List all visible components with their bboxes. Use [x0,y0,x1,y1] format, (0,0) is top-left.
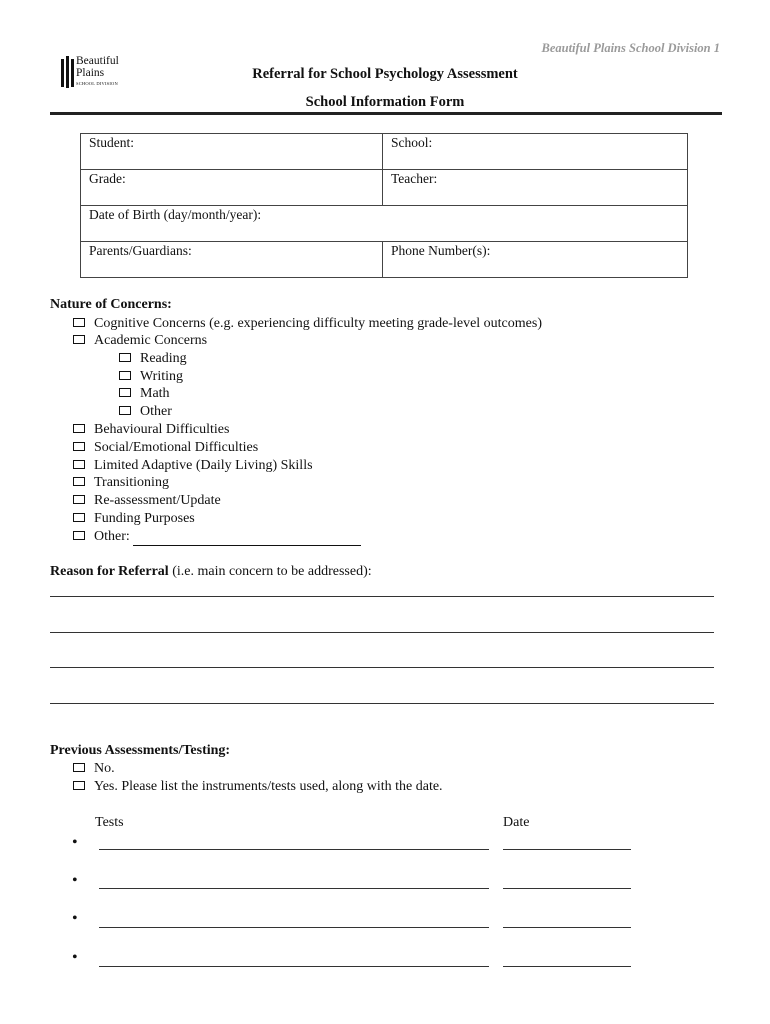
checkbox-icon[interactable] [73,531,85,540]
header-rule [50,112,722,115]
test-entry-field[interactable] [99,966,489,967]
checkbox-icon[interactable] [73,424,85,433]
bullet-icon: • [72,949,78,966]
phone-field[interactable] [383,242,688,278]
school-field[interactable] [383,134,688,170]
checkbox-icon[interactable] [73,495,85,504]
concern-item[interactable]: Behavioural Difficulties [73,421,229,439]
dob-label: Date of Birth (day/month/year): [89,207,262,222]
concern-item[interactable]: Cognitive Concerns (e.g. experiencing difficulty meeting grade-level outcomes) [73,315,542,333]
grade-label: Grade: [89,171,126,186]
test-entry-field[interactable] [99,888,489,889]
checkbox-icon[interactable] [119,371,131,380]
bullet-icon: • [72,872,78,889]
student-field[interactable] [81,134,383,170]
division-header-label: Beautiful Plains School Division 1 [541,41,720,55]
checkbox-icon[interactable] [73,477,85,486]
referral-line[interactable] [50,596,714,597]
phone-label: Phone Number(s): [391,243,491,258]
concern-item[interactable]: Funding Purposes [73,510,195,528]
checkbox-icon[interactable] [73,763,85,772]
concern-item[interactable]: Re-assessment/Update [73,492,221,510]
date-column-label: Date [503,815,530,830]
bullet-icon: • [72,910,78,927]
checkbox-icon[interactable] [73,442,85,451]
teacher-label: Teacher: [391,171,438,186]
date-entry-field[interactable] [503,849,631,850]
checkbox-icon[interactable] [119,406,131,415]
grade-field[interactable] [81,170,383,206]
form-subtitle: School Information Form [305,94,465,110]
concern-subitem[interactable]: Other [119,403,172,421]
logo-line3: SCHOOL DIVISION [76,81,118,86]
referral-heading: Reason for Referral (i.e. main concern to be addressed): [50,564,372,579]
concern-item[interactable]: Social/Emotional Difficulties [73,439,258,457]
concern-subitem[interactable]: Math [119,385,170,403]
checkbox-icon[interactable] [119,353,131,362]
parents-field[interactable] [81,242,383,278]
concern-subitem[interactable]: Writing [119,368,183,386]
checkbox-icon[interactable] [73,460,85,469]
previous-heading: Previous Assessments/Testing: [50,743,231,758]
test-entry-field[interactable] [99,849,489,850]
dob-field[interactable] [81,206,688,242]
form-title: Referral for School Psychology Assessment [252,66,518,82]
checkbox-icon[interactable] [73,781,85,790]
school-label: School: [391,135,433,150]
parents-label: Parents/Guardians: [89,243,192,258]
referral-line[interactable] [50,667,714,668]
concern-item[interactable]: Academic Concerns [73,332,207,350]
referral-line[interactable] [50,632,714,633]
other-text-field[interactable] [133,531,361,546]
concerns-heading: Nature of Concerns: [50,297,172,312]
logo-line2: Plains [76,67,105,79]
student-info-table [80,133,688,278]
concern-item[interactable]: Transitioning [73,474,169,492]
checkbox-icon[interactable] [119,388,131,397]
checkbox-icon[interactable] [73,335,85,344]
logo-line1: Beautiful [76,55,119,67]
tests-column-label: Tests [95,815,124,830]
checkbox-icon[interactable] [73,318,85,327]
checkbox-icon[interactable] [73,513,85,522]
previous-no-option[interactable]: No. [73,760,115,778]
student-label: Student: [89,135,135,150]
concern-subitem[interactable]: Reading [119,350,187,368]
concern-item-other[interactable]: Other: [73,528,361,546]
date-entry-field[interactable] [503,888,631,889]
test-entry-field[interactable] [99,927,489,928]
previous-yes-option[interactable]: Yes. Please list the instruments/tests used, along with the date. [73,778,443,796]
date-entry-field[interactable] [503,966,631,967]
concern-item[interactable]: Limited Adaptive (Daily Living) Skills [73,457,313,475]
referral-line[interactable] [50,703,714,704]
date-entry-field[interactable] [503,927,631,928]
teacher-field[interactable] [383,170,688,206]
bullet-icon: • [72,834,78,851]
